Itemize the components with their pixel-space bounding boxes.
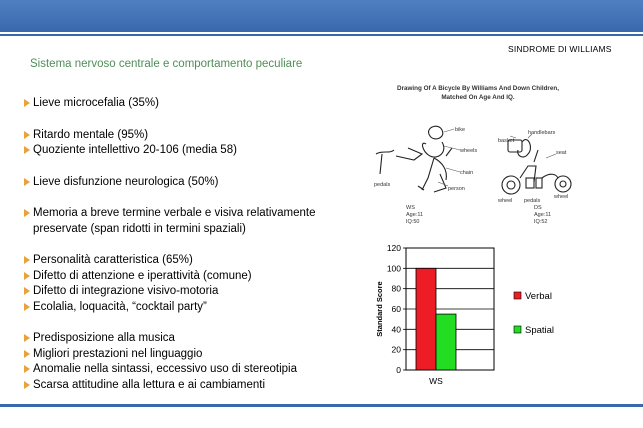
bullet-item xyxy=(24,300,354,316)
bullet-item xyxy=(24,284,354,300)
bullet-item xyxy=(24,143,354,159)
bullet-group-gap xyxy=(24,190,354,206)
bullet-group-gap xyxy=(24,237,354,253)
bullet-list xyxy=(24,96,354,393)
x-category-label: WS xyxy=(429,376,443,386)
legend-label-verbal: Verbal xyxy=(525,291,552,302)
bullet-text: Predisposizione alla musica xyxy=(33,332,175,344)
footer-divider xyxy=(0,404,643,407)
bullet-group-gap xyxy=(24,315,354,331)
ws-label-bike: bike xyxy=(455,127,466,133)
bullet-arrow-icon xyxy=(24,178,30,186)
bullet-arrow-icon xyxy=(24,131,30,139)
bullet-arrow-icon xyxy=(24,209,30,217)
bullet-text: Difetto di attenzione e iperattività (comune) xyxy=(33,269,252,282)
bullet-item xyxy=(24,331,354,347)
y-tick-label: 60 xyxy=(391,304,401,314)
legend-swatch-verbal xyxy=(514,292,521,299)
ws-info-iq: IQ:50 xyxy=(406,219,420,225)
ws-label-chain: chain xyxy=(460,170,474,176)
bullet-item xyxy=(24,269,354,285)
y-tick-label: 40 xyxy=(391,324,401,335)
bullet-item xyxy=(24,96,354,112)
drawing-title-line1: Drawing Of A Bicycle By Williams And Down Children, xyxy=(397,85,559,92)
bullet-arrow-icon xyxy=(24,272,30,280)
ws-label-wheels: wheels xyxy=(460,148,478,154)
ws-info-group: WS xyxy=(406,205,415,211)
bullet-item xyxy=(24,175,354,191)
bullet-group-gap xyxy=(24,112,354,128)
bullet-arrow-icon xyxy=(24,303,30,311)
bullet-text: Lieve disfunzione neurologica (50%) xyxy=(33,175,219,188)
score-chart xyxy=(368,240,568,398)
legend-label-spatial: Spatial xyxy=(525,325,555,336)
bullet-text: Quoziente intellettivo 20-106 (media 58) xyxy=(33,144,237,156)
bullet-item xyxy=(24,362,354,378)
ds-leader-lines xyxy=(510,134,556,158)
ds-info-age: Age:11 xyxy=(534,212,552,218)
bicycle-drawing-figure xyxy=(368,78,583,236)
slide-topic-label: SINDROME DI WILLIAMS xyxy=(508,44,612,54)
slide-title: Sistema nervoso centrale e comportamento peculiare xyxy=(30,58,303,70)
bullet-item xyxy=(24,128,354,144)
ds-label-seat: seat xyxy=(556,150,567,156)
legend-swatch-spatial xyxy=(514,326,521,333)
bicycle-drawing xyxy=(368,78,583,236)
bullet-item xyxy=(24,347,354,363)
bullet-arrow-icon xyxy=(24,256,30,264)
bullet-item xyxy=(24,206,354,237)
ds-label-basket: basket xyxy=(498,138,515,144)
bullet-arrow-icon xyxy=(24,334,30,342)
header-divider xyxy=(0,34,643,36)
bullet-arrow-icon xyxy=(24,287,30,295)
ws-label-pedals: pedals xyxy=(374,182,391,188)
y-tick-label: 80 xyxy=(391,283,401,294)
bullet-arrow-icon xyxy=(24,365,30,373)
bullet-arrow-icon xyxy=(24,146,30,154)
bullet-text: Migliori prestazioni nel linguaggio xyxy=(33,347,203,360)
bullet-text: Memoria a breve termine verbale e visiva relativamente preservate (span ridotti in termini spaziali) xyxy=(33,207,316,235)
ds-label-pedals: pedals xyxy=(524,198,541,204)
bullet-text: Ritardo mentale (95%) xyxy=(33,128,149,141)
ws-info-age: Age:11 xyxy=(406,212,424,218)
bullet-text: Ecolalia, loquacità, “cocktail party” xyxy=(33,300,207,313)
bullet-text: Lieve microcefalia (35%) xyxy=(33,97,159,109)
ds-info-group: DS xyxy=(534,205,542,211)
bullet-text: Difetto di integrazione visivo-motoria xyxy=(33,285,219,297)
bullet-group-gap xyxy=(24,159,354,175)
ws-label-person: person xyxy=(448,186,465,192)
score-chart-svg xyxy=(368,240,568,398)
bullet-arrow-icon xyxy=(24,350,30,358)
ds-label-wheel-back: wheel xyxy=(554,194,569,200)
bullet-text: Personalità caratteristica (65%) xyxy=(33,254,193,266)
bullet-arrow-icon xyxy=(24,99,30,107)
ds-info-iq: IQ:52 xyxy=(534,219,548,225)
ds-label-handlebars: handlebars xyxy=(528,130,556,136)
header-bar xyxy=(0,0,643,32)
bullet-text: Anomalie nella sintassi, eccessivo uso di stereotipia xyxy=(33,363,297,375)
bullet-item xyxy=(24,378,354,394)
y-tick-label: 0 xyxy=(396,365,401,375)
ds-label-wheel-front: wheel xyxy=(498,198,513,204)
bullet-arrow-icon xyxy=(24,381,30,389)
y-tick-label: 20 xyxy=(391,344,401,355)
ds-drawing xyxy=(502,140,571,194)
bullet-item xyxy=(24,253,354,269)
y-tick-label: 100 xyxy=(386,263,401,274)
bar-verbal xyxy=(416,268,436,370)
y-tick-label: 120 xyxy=(386,243,401,253)
bullet-text: Scarsa attitudine alla lettura e ai cambiamenti xyxy=(33,378,266,391)
bar-spatial xyxy=(436,314,456,370)
drawing-title-line2: Matched On Age And IQ. xyxy=(441,94,515,101)
y-axis-label: Standard Score xyxy=(375,281,384,337)
